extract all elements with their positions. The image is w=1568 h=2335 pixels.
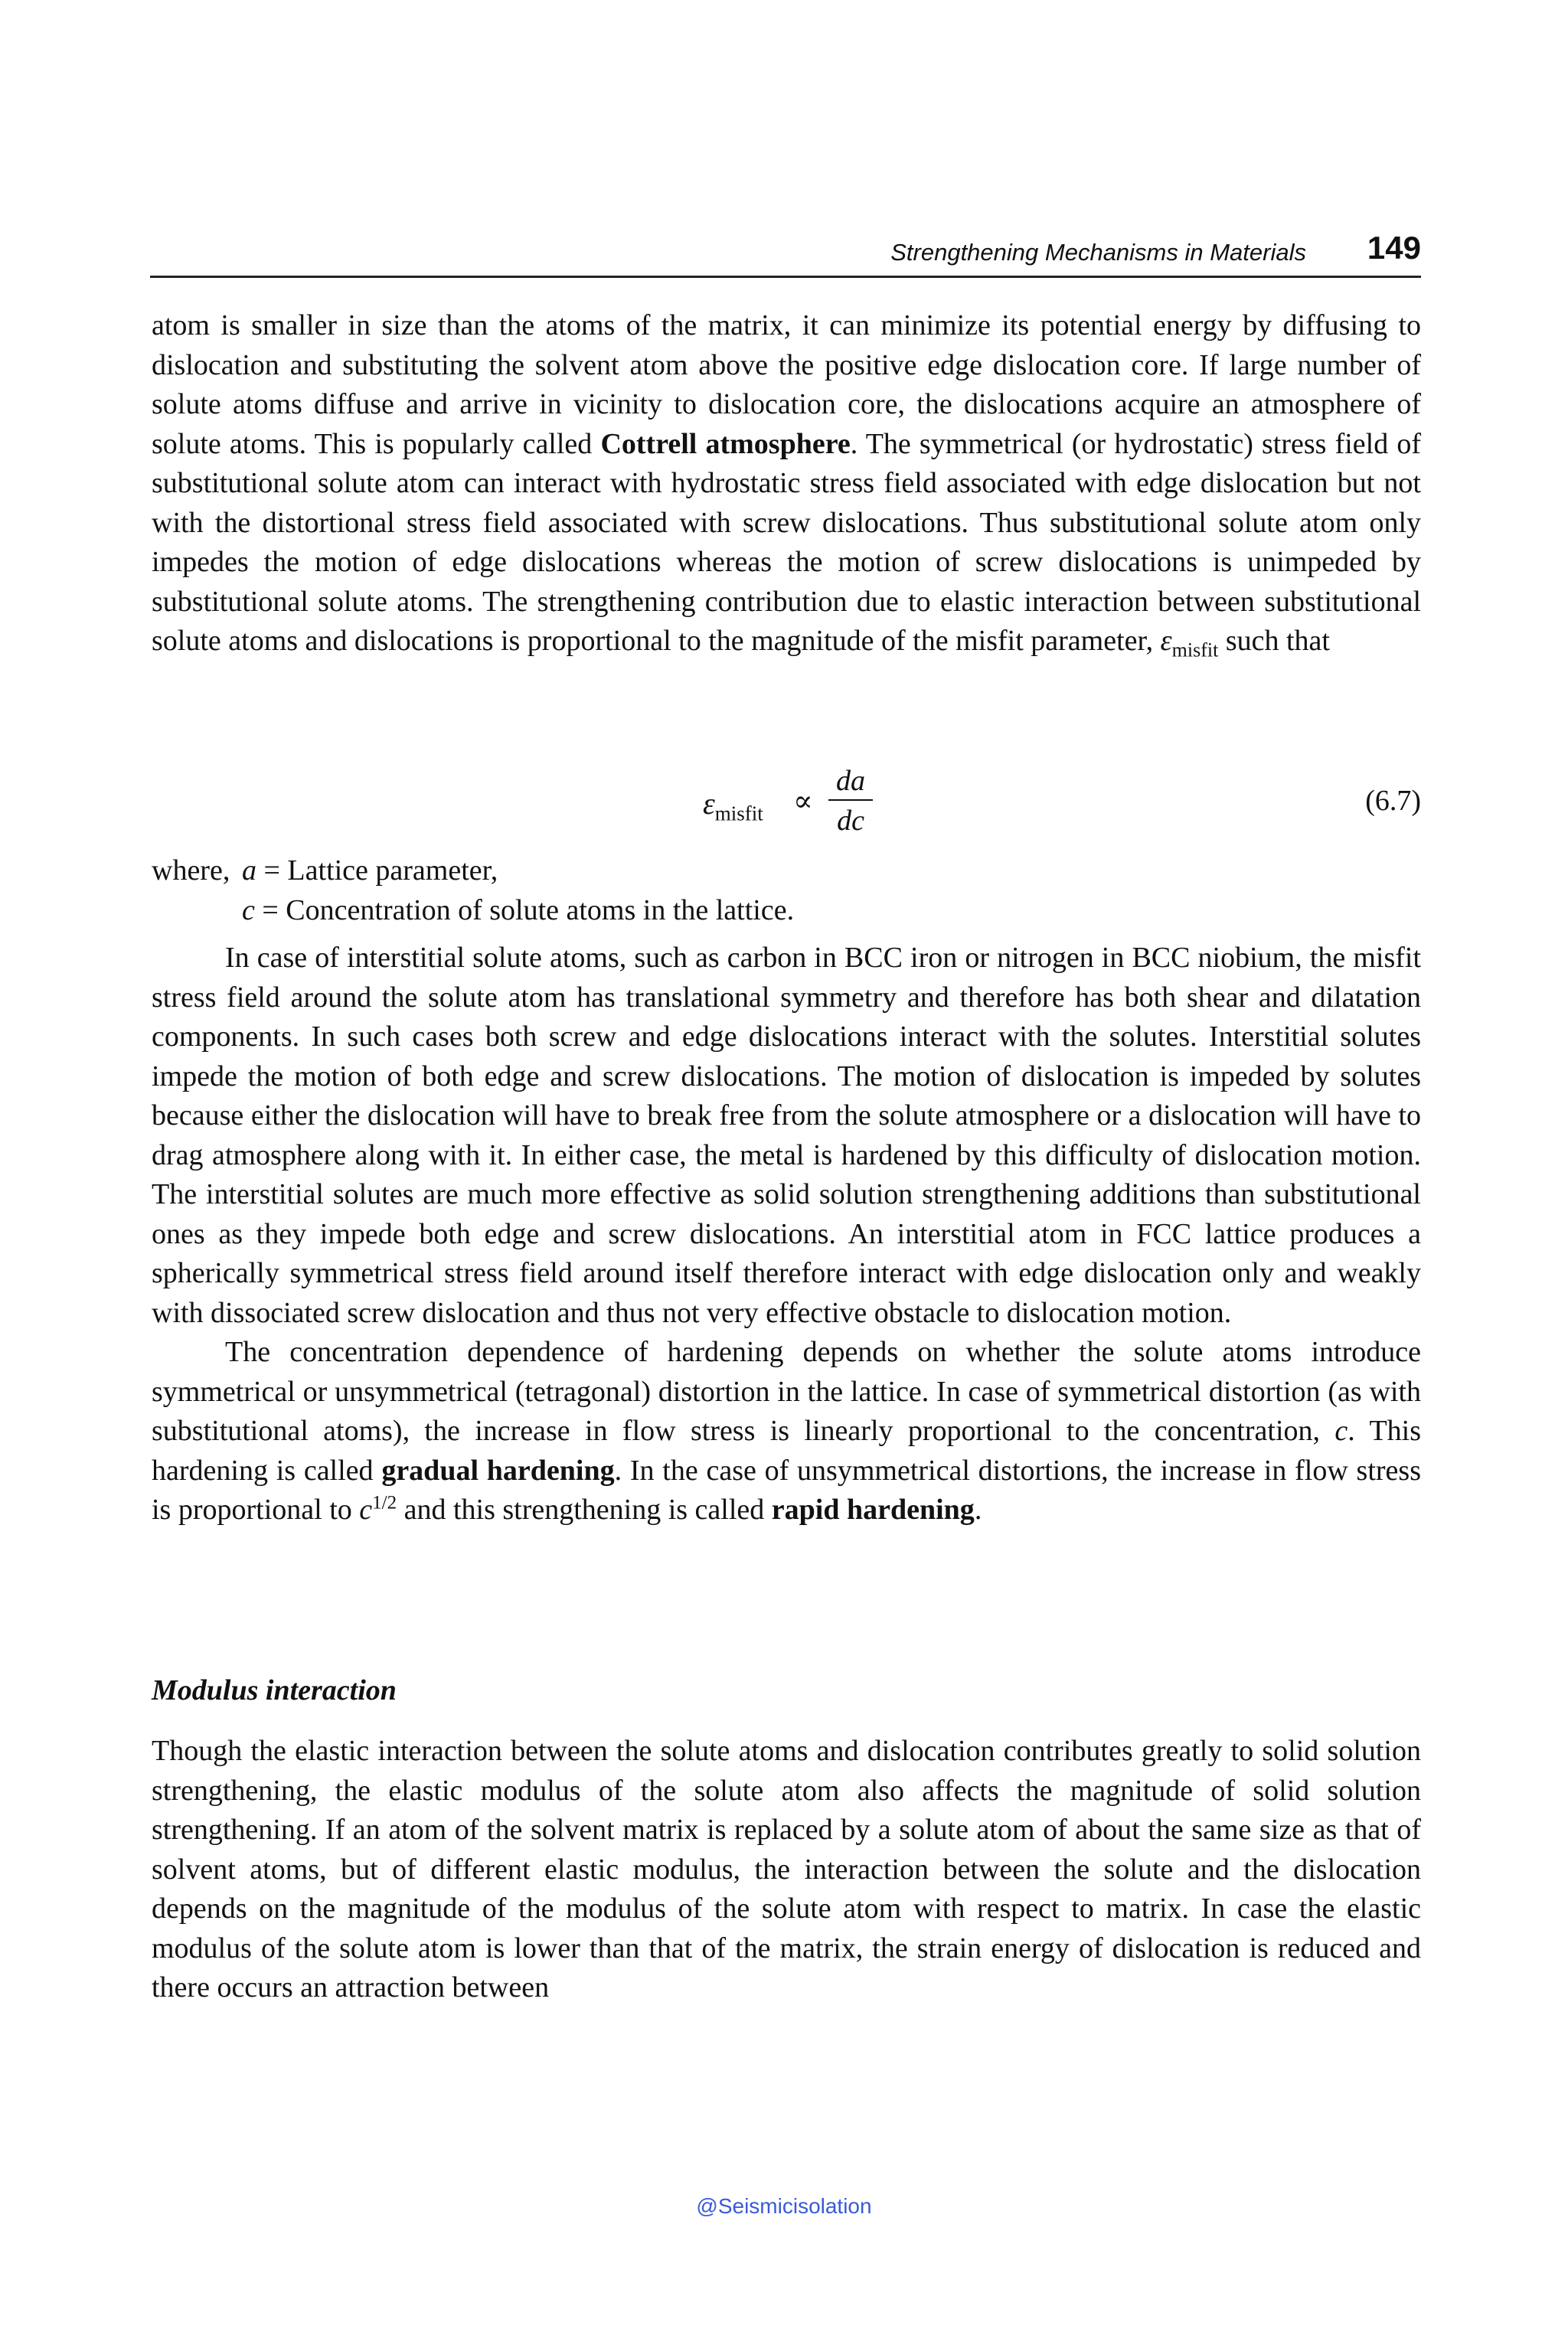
term-cottrell-atmosphere: Cottrell atmosphere — [600, 427, 851, 460]
chapter-title: Strengthening Mechanisms in Materials — [890, 239, 1306, 266]
page-number: 149 — [1367, 230, 1421, 266]
proportional-symbol: ∝ — [793, 785, 813, 818]
term-rapid-hardening: rapid hardening — [771, 1494, 975, 1526]
paragraph-concentration — [152, 1333, 1421, 1530]
definition-a-text: = Lattice parameter, — [256, 854, 498, 887]
p1-text-c: such that — [1218, 625, 1330, 657]
fraction-da-dc — [825, 764, 876, 838]
definition-c-text: = Concentration of solute atoms in the lattice. — [254, 893, 795, 926]
fraction-denominator: dc — [837, 805, 864, 837]
eq-epsilon: ε — [703, 786, 715, 821]
p1-text-a: atom is smaller in size than the atoms of the matrix, it can minimize its potential energy by diffusing to dislocation and substituting the solvent atom above the positive edge dislocation core. If large number of solute atoms diffuse and arrive in vicinity to dislocation core, the dislocations acquire an atmosphere of solute atoms. This is popularly called — [152, 309, 1421, 460]
fraction-numerator: da — [836, 765, 865, 797]
p3-text-a: The concentration dependence of hardening depends on whether the solute atoms introduce symmetrical or unsymmetrical (tetragonal) distortion in the lattice. In case of symmetrical distortion (as with substitutional atoms), the increase in flow stress is linearly proportional to the concentration, — [152, 1336, 1421, 1447]
fraction-bar — [828, 799, 873, 801]
exponent-half: 1/2 — [372, 1492, 397, 1514]
where-definitions — [152, 851, 794, 930]
eq-misfit-subscript: misfit — [714, 802, 763, 825]
p1-text-b: . The symmetrical (or hydrostatic) stress field of substitutional solute atom can interact with hydrostatic stress field associated with edge dislocation but not with the distortional stress field associated with screw dislocations. Thus substitutional solute atom only impedes the motion of edge dislocations whereas the motion of screw dislocations is unimpeded by substitutional solute atoms. The strengthening contribution due to elastic interaction between substitutional solute atoms and dislocations is proportional to the magnitude of the misfit parameter, — [152, 427, 1421, 657]
paragraph-interstitial: In case of interstitial solute atoms, such as carbon in BCC iron or nitrogen in BCC niobium, the misfit stress field around the solute atom has translational symmetry and therefore has both shear and dilatation components. In such cases both screw and edge dislocations interact with the solutes. Interstitial solutes impede the motion of both edge and screw dislocations. The motion of dislocation is impeded by solutes because either the dislocation will have to break free from the solute atmosphere or a dislocation will have to drag atmosphere along with it. In either case, the metal is hardened by this difficulty of dislocation motion. The interstitial solutes are much more effective as solid solution strengthening additions than substitutional ones as they impede both edge and screw dislocations. An interstitial atom in FCC lattice produces a spherically symmetrical stress field around itself therefore interact with edge dislocation only and weakly with dissociated screw dislocation and thus not very effective obstacle to dislocation motion. — [152, 942, 1421, 1329]
section-heading-modulus-interaction: Modulus interaction — [152, 1674, 397, 1706]
p3-text-d: and this strengthening is called — [397, 1494, 772, 1526]
equation-lhs — [703, 785, 763, 825]
var-a: a — [242, 854, 256, 887]
running-header — [150, 230, 1421, 278]
paragraph-modulus-text: Though the elastic interaction between the solute atoms and dislocation contributes greatly to solid solution strengthening, the elastic modulus of the solute atom also affects the magnitude of solid solution strengthening. If an atom of the solvent matrix is replaced by a solute atom of about the same size as that of solvent atoms, but of different elastic modulus, the interaction between the solute and the dislocation depends on the magnitude of the modulus of the solute atom with respect to matrix. In case the elastic modulus of the solute atom is lower than that of the matrix, the strain energy of dislocation is reduced and there occurs an attraction between — [152, 1735, 1421, 2004]
watermark: @Seismicisolation — [696, 2194, 872, 2218]
p3-text-e: . — [974, 1494, 982, 1526]
var-c-inline: c — [1334, 1415, 1348, 1447]
equation-6-7 — [152, 764, 1421, 841]
paragraph-cottrell — [152, 306, 1421, 661]
where-label: where, — [152, 854, 230, 887]
paragraph-modulus — [152, 1732, 1421, 2008]
equation-number: (6.7) — [1365, 785, 1421, 817]
p3-text-c: . In the case of unsymmetrical distortions, the increase in flow stress is proportional to — [152, 1454, 1421, 1526]
term-gradual-hardening: gradual hardening — [381, 1454, 615, 1487]
var-c: c — [242, 893, 255, 926]
epsilon-symbol: ε — [1160, 625, 1172, 657]
p3-text-b: . This hardening is called — [152, 1415, 1422, 1487]
definition-c — [152, 891, 794, 931]
paragraphs-interstitial-and-concentration — [152, 939, 1421, 1530]
misfit-subscript: misfit — [1171, 638, 1219, 661]
var-c-power: c — [359, 1494, 373, 1526]
definition-a — [152, 851, 794, 891]
